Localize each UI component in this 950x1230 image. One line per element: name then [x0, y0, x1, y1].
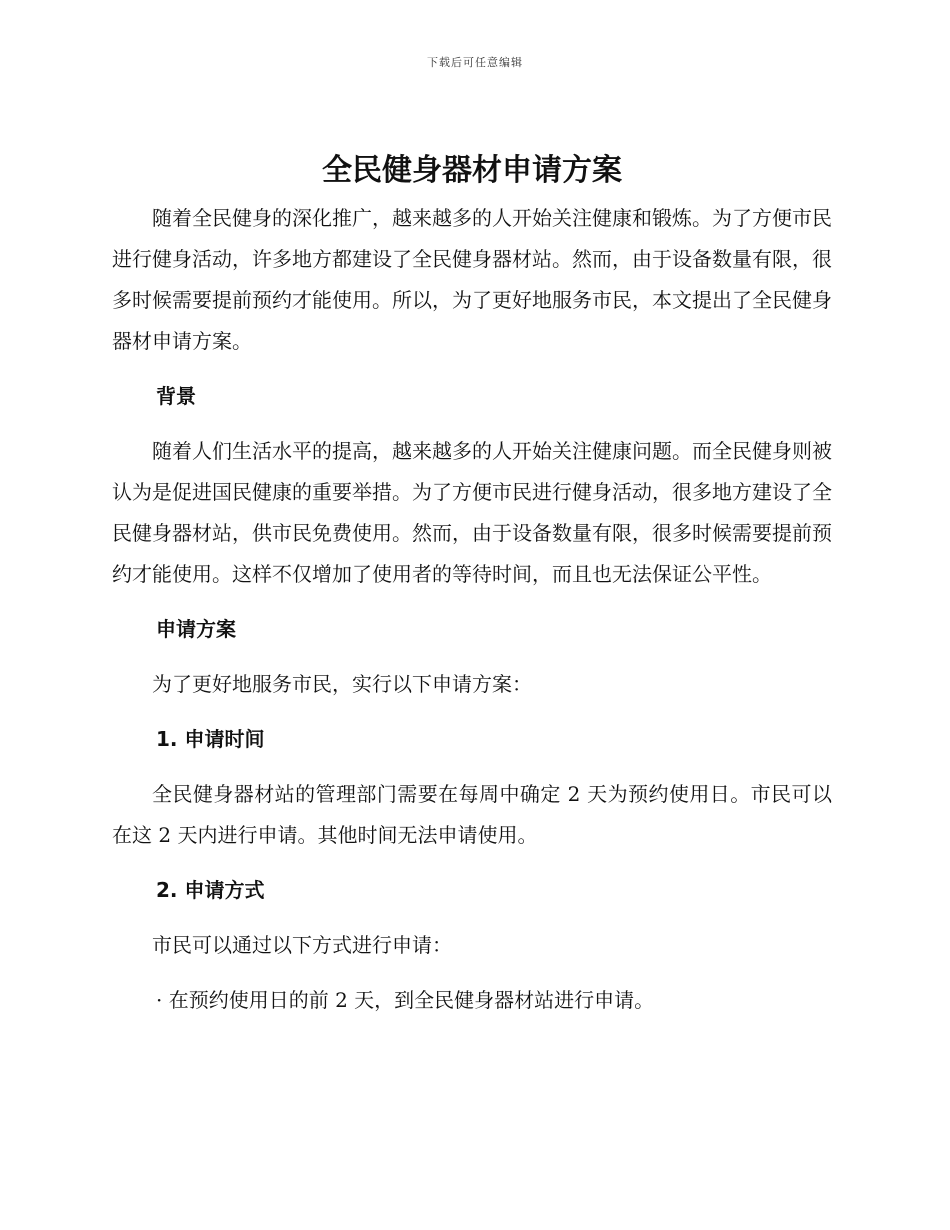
- document-body: [112, 150, 832, 1021]
- method-paragraph: 市民可以通过以下方式进行申请：: [152, 933, 452, 957]
- intro-paragraph: 随着全民健身的深化推广，越来越多的人开始关注健康和锻炼。为了方便市民进行健身活动，许多地方都建设了全民健身器材站。然而，由于设备数量有限，很多时候需要提前预约才能使用。所以，为了更好地服务市民，本文提出了全民健身器材申请方案。: [112, 206, 832, 353]
- method-bullet-item: · 在预约使用日的前 2 天，到全民健身器材站进行申请。: [156, 988, 655, 1012]
- time-heading: 1. 申请时间: [156, 727, 265, 751]
- document-title: 全民健身器材申请方案: [322, 153, 622, 188]
- background-heading: 背景: [156, 384, 196, 408]
- plan-heading: 申请方案: [156, 617, 236, 641]
- header-note: 下载后可任意编辑: [427, 56, 523, 69]
- time-paragraph: 全民健身器材站的管理部门需要在每周中确定 2 天为预约使用日。市民可以在这 2 天内进行申请。其他时间无法申请使用。: [112, 782, 832, 847]
- method-heading: 2. 申请方式: [156, 878, 265, 902]
- plan-paragraph: 为了更好地服务市民，实行以下申请方案：: [152, 672, 532, 696]
- background-paragraph: 随着人们生活水平的提高，越来越多的人开始关注健康问题。而全民健身则被认为是促进国民健康的重要举措。为了方便市民进行健身活动，很多地方建设了全民健身器材站，供市民免费使用。然而，由于设备数量有限，很多时候需要提前预约才能使用。这样不仅增加了使用者的等待时间，而且也无法保证公平性。: [112, 439, 832, 586]
